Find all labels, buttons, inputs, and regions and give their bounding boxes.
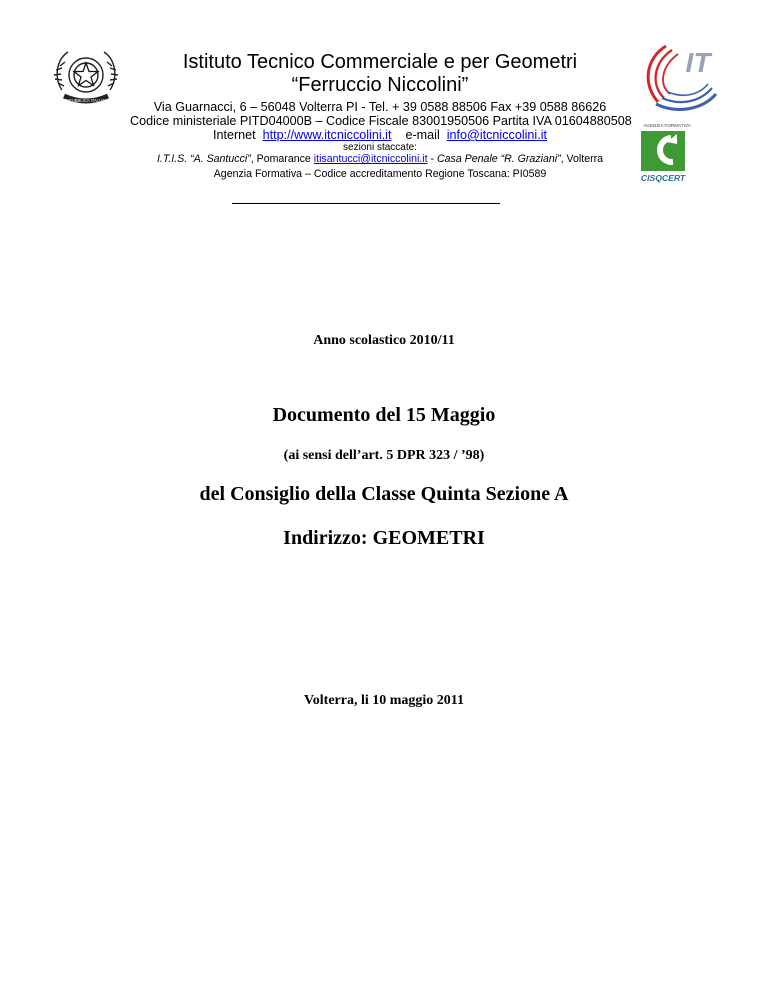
document-title: Documento del 15 Maggio (272, 404, 496, 426)
study-track: Indirizzo: GEOMETRI (283, 527, 485, 549)
school-name-line2: “Ferruccio Niccolini” (291, 74, 469, 96)
section-separator: - (427, 153, 437, 165)
internet-label: Internet (212, 128, 256, 142)
header-divider (232, 203, 500, 204)
it-school-logo (636, 40, 724, 118)
legal-reference: (ai sensi dell’art. 5 DPR 323 / ’98) (283, 448, 485, 463)
section2-name: Casa Penale “R. Graziani” (436, 153, 561, 165)
emblem-ribbon-text: REPUBBLICA ITALIANA (63, 98, 109, 103)
section1-email-link[interactable]: itisantucci@itcniccolini.it (313, 153, 428, 165)
it-logo-text: IT (685, 47, 711, 78)
school-year: Anno scolastico 2010/11 (313, 333, 455, 348)
section2-place: , Volterra (560, 153, 604, 165)
section1-name: I.T.I.S. “A. Santucci” (156, 153, 251, 165)
school-name-line1: Istituto Tecnico Commerciale e per Geometri (182, 51, 578, 73)
class-council: del Consiglio della Classe Quinta Sezione A (199, 483, 569, 505)
email-link[interactable]: info@itcniccolini.it (446, 128, 548, 142)
cisqcert-label: CISQCERT (640, 173, 686, 183)
cisqcert-logo (637, 120, 697, 184)
sections-line (130, 153, 630, 166)
website-link[interactable]: http://www.itcniccolini.it (262, 128, 392, 142)
email-label: e-mail (405, 128, 440, 142)
place-and-date: Volterra, li 10 maggio 2011 (303, 693, 465, 708)
sections-label: sezioni staccate: (343, 142, 417, 153)
agency-label: AGENZIA FORMATIVA (643, 123, 691, 128)
republic-emblem-logo (50, 42, 122, 112)
section1-place: , Pomarance (250, 153, 311, 165)
agency-accreditation: Agenzia Formativa – Codice accreditamento Regione Toscana: PI0589 (213, 168, 547, 180)
contact-line (130, 128, 630, 143)
school-address: Via Guarnacci, 6 – 56048 Volterra PI - Tel. + 39 0588 88506 Fax +39 0588 86626 (153, 100, 607, 114)
school-codes: Codice ministeriale PITD04000B – Codice Fiscale 83001950506 Partita IVA 01604880508 (130, 114, 632, 128)
